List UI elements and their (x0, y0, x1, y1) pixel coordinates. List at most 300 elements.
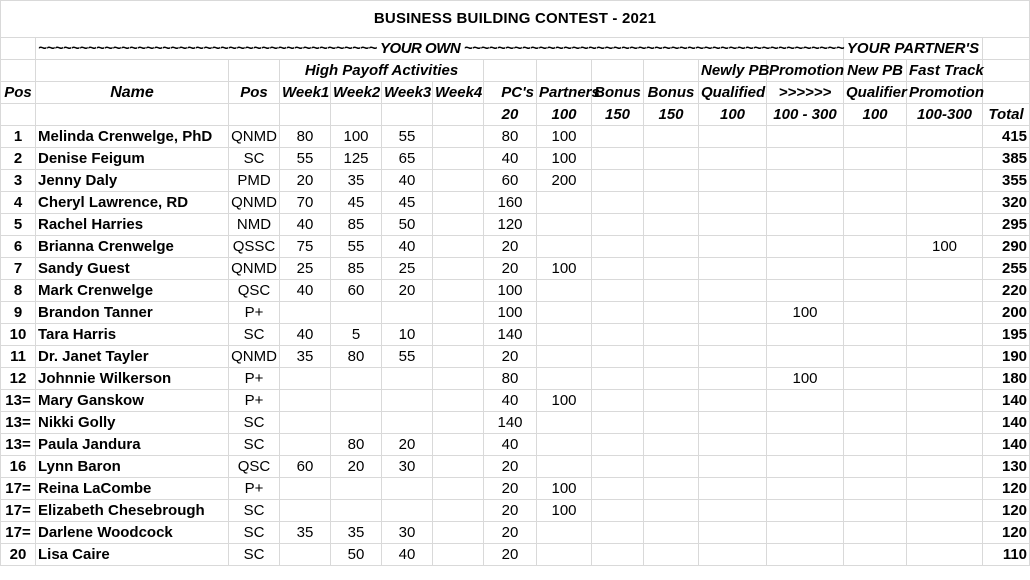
new-pb-cell (844, 236, 907, 258)
bonus2-cell (644, 390, 699, 412)
pos-cell: 12 (1, 368, 36, 390)
pos-cell: 16 (1, 456, 36, 478)
arrows-header: >>>>>> (767, 82, 844, 104)
fast-track-points: 100-300 (907, 104, 983, 126)
week4-cell (433, 148, 484, 170)
promotion-header: Promotion (767, 60, 844, 82)
rank-cell: SC (229, 412, 280, 434)
week2-cell (331, 302, 382, 324)
partners-cell (537, 280, 592, 302)
name-cell: Jenny Daly (36, 170, 229, 192)
pcs-cell: 100 (484, 280, 537, 302)
pcs-cell: 20 (484, 544, 537, 566)
bonus1-cell (592, 214, 644, 236)
name-cell: Lisa Caire (36, 544, 229, 566)
partners-cell (537, 544, 592, 566)
total-cell: 295 (983, 214, 1030, 236)
name-cell: Johnnie Wilkerson (36, 368, 229, 390)
bonus2-cell (644, 368, 699, 390)
pos-cell: 17= (1, 500, 36, 522)
name-cell: Tara Harris (36, 324, 229, 346)
empty-cell (1, 38, 36, 60)
week1-cell: 60 (280, 456, 331, 478)
total-header: Total (983, 104, 1030, 126)
name-cell: Denise Feigum (36, 148, 229, 170)
promotion-cell (767, 456, 844, 478)
week3-cell: 20 (382, 280, 433, 302)
partners-cell (537, 302, 592, 324)
partners-cell (537, 214, 592, 236)
qualified-cell (699, 126, 767, 148)
new-pb-cell (844, 544, 907, 566)
week4-cell (433, 280, 484, 302)
pcs-cell: 80 (484, 126, 537, 148)
week1-cell: 35 (280, 522, 331, 544)
rank-cell: SC (229, 500, 280, 522)
bonus2-cell (644, 280, 699, 302)
partners-header: Partners (537, 82, 592, 104)
week3-cell: 45 (382, 192, 433, 214)
week2-cell: 85 (331, 214, 382, 236)
week3-cell: 30 (382, 456, 433, 478)
rank-cell: QNMD (229, 346, 280, 368)
week1-cell: 55 (280, 148, 331, 170)
total-cell: 120 (983, 478, 1030, 500)
week4-cell (433, 302, 484, 324)
rank-cell: P+ (229, 390, 280, 412)
fast-track-cell (907, 478, 983, 500)
bonus1-cell (592, 456, 644, 478)
week3-cell: 10 (382, 324, 433, 346)
bonus2-cell (644, 236, 699, 258)
week3-cell (382, 302, 433, 324)
week4-cell (433, 522, 484, 544)
table-row (1, 522, 1030, 544)
week4-cell (433, 500, 484, 522)
promotion-cell (767, 280, 844, 302)
sheet-title: BUSINESS BUILDING CONTEST - 2021 (1, 1, 1030, 38)
name-cell: Cheryl Lawrence, RD (36, 192, 229, 214)
fast-track-cell (907, 170, 983, 192)
pos-cell: 2 (1, 148, 36, 170)
table-row (1, 324, 1030, 346)
table-row (1, 544, 1030, 566)
pos-cell: 9 (1, 302, 36, 324)
week1-cell: 40 (280, 280, 331, 302)
bonus1-cell (592, 412, 644, 434)
week4-cell (433, 346, 484, 368)
table-row (1, 148, 1030, 170)
pcs-cell: 20 (484, 478, 537, 500)
week3-cell (382, 478, 433, 500)
fast-track-cell (907, 500, 983, 522)
empty-cell (983, 60, 1030, 82)
new-pb-cell (844, 500, 907, 522)
new-pb-cell (844, 214, 907, 236)
promotion-cell (767, 324, 844, 346)
total-cell: 110 (983, 544, 1030, 566)
new-pb-cell (844, 324, 907, 346)
pos-cell: 13= (1, 390, 36, 412)
your-own-banner: ~~~~~~~~~~~~~~~~~~~~~~~~~~~~~~~~~~~~~~~~~ YOUR OWN ~~~~~~~~~~~~~~~~~~~~~~~~~~~~~~~~~~~~~~~~~~~~~~ (36, 38, 844, 60)
name-cell: Brianna Crenwelge (36, 236, 229, 258)
pos-cell: 6 (1, 236, 36, 258)
qualified-cell (699, 434, 767, 456)
qualified-cell (699, 544, 767, 566)
promotion-cell: 100 (767, 368, 844, 390)
name-cell: Nikki Golly (36, 412, 229, 434)
week3-cell: 40 (382, 170, 433, 192)
promotion-cell (767, 478, 844, 500)
qualified-cell (699, 346, 767, 368)
newly-pb-header: Newly PB (699, 60, 767, 82)
week4-cell (433, 412, 484, 434)
week2-cell: 55 (331, 236, 382, 258)
total-cell: 140 (983, 434, 1030, 456)
promotion2-header: Promotion (907, 82, 983, 104)
week4-cell (433, 236, 484, 258)
week4-cell (433, 170, 484, 192)
week2-cell: 50 (331, 544, 382, 566)
rank-cell: SC (229, 434, 280, 456)
pos-cell: 17= (1, 478, 36, 500)
partners-points: 100 (537, 104, 592, 126)
new-pb-cell (844, 302, 907, 324)
name-cell: Sandy Guest (36, 258, 229, 280)
bonus1-cell (592, 170, 644, 192)
week1-cell (280, 478, 331, 500)
qualified-cell (699, 368, 767, 390)
new-pb-cell (844, 478, 907, 500)
week4-cell (433, 434, 484, 456)
promotion-cell (767, 236, 844, 258)
bonus1-cell (592, 280, 644, 302)
name-header: Name (36, 82, 229, 104)
week1-cell (280, 544, 331, 566)
week2-cell (331, 390, 382, 412)
name-cell: Mary Ganskow (36, 390, 229, 412)
rank-cell: SC (229, 148, 280, 170)
your-partners-banner: YOUR PARTNER'S (844, 38, 983, 60)
rank-cell: QNMD (229, 258, 280, 280)
week2-cell: 125 (331, 148, 382, 170)
rank-cell: PMD (229, 170, 280, 192)
table-row (1, 302, 1030, 324)
week3-header: Week3 (382, 82, 433, 104)
table-row (1, 412, 1030, 434)
qualified-points: 100 (699, 104, 767, 126)
total-cell: 290 (983, 236, 1030, 258)
empty-cell (382, 104, 433, 126)
new-pb-cell (844, 170, 907, 192)
qualified-cell (699, 522, 767, 544)
week4-cell (433, 368, 484, 390)
total-cell: 200 (983, 302, 1030, 324)
empty-cell (331, 104, 382, 126)
week4-cell (433, 258, 484, 280)
new-pb-cell (844, 434, 907, 456)
name-cell: Brandon Tanner (36, 302, 229, 324)
pcs-cell: 20 (484, 522, 537, 544)
new-pb-cell (844, 280, 907, 302)
promotion-cell: 100 (767, 302, 844, 324)
qualified-cell (699, 236, 767, 258)
week2-cell (331, 478, 382, 500)
week2-cell: 5 (331, 324, 382, 346)
week2-cell: 100 (331, 126, 382, 148)
fast-track-cell (907, 390, 983, 412)
total-cell: 255 (983, 258, 1030, 280)
week2-header: Week2 (331, 82, 382, 104)
rank-cell: QSC (229, 280, 280, 302)
qualified-cell (699, 192, 767, 214)
name-cell: Reina LaCombe (36, 478, 229, 500)
week2-cell: 45 (331, 192, 382, 214)
new-pb-cell (844, 126, 907, 148)
bonus2-header: Bonus (644, 82, 699, 104)
rank-cell: QNMD (229, 192, 280, 214)
bonus2-cell (644, 522, 699, 544)
week4-cell (433, 390, 484, 412)
pos-cell: 11 (1, 346, 36, 368)
bonus1-cell (592, 346, 644, 368)
fast-track-cell (907, 214, 983, 236)
week1-cell: 75 (280, 236, 331, 258)
fast-track-cell: 100 (907, 236, 983, 258)
fast-track-cell (907, 302, 983, 324)
new-pb-cell (844, 368, 907, 390)
partners-cell: 200 (537, 170, 592, 192)
pcs-points: 20 (484, 104, 537, 126)
week2-cell: 35 (331, 522, 382, 544)
pos-cell: 17= (1, 522, 36, 544)
bonus2-cell (644, 412, 699, 434)
partners-cell (537, 324, 592, 346)
pcs-cell: 20 (484, 346, 537, 368)
partners-cell: 100 (537, 258, 592, 280)
qualified-cell (699, 500, 767, 522)
fast-track-cell (907, 434, 983, 456)
fast-track-cell (907, 258, 983, 280)
partners-cell: 100 (537, 500, 592, 522)
qualified-cell (699, 214, 767, 236)
new-pb-cell (844, 192, 907, 214)
pcs-cell: 80 (484, 368, 537, 390)
fast-track-cell (907, 280, 983, 302)
promotion-cell (767, 522, 844, 544)
pcs-cell: 20 (484, 258, 537, 280)
week3-cell: 50 (382, 214, 433, 236)
week2-cell (331, 368, 382, 390)
pos-cell: 8 (1, 280, 36, 302)
pos-cell: 1 (1, 126, 36, 148)
rank-cell: SC (229, 324, 280, 346)
empty-cell (1, 60, 36, 82)
empty-cell (36, 60, 229, 82)
partners-cell (537, 368, 592, 390)
qualified-header: Qualified (699, 82, 767, 104)
partners-cell (537, 346, 592, 368)
pcs-cell: 140 (484, 412, 537, 434)
table-row (1, 434, 1030, 456)
promotion-cell (767, 500, 844, 522)
bonus2-cell (644, 170, 699, 192)
qualified-cell (699, 478, 767, 500)
bonus1-cell (592, 478, 644, 500)
week3-cell: 55 (382, 346, 433, 368)
bonus2-cell (644, 148, 699, 170)
partners-cell: 100 (537, 478, 592, 500)
bonus2-cell (644, 214, 699, 236)
week1-cell (280, 390, 331, 412)
empty-cell (644, 60, 699, 82)
promotion-cell (767, 434, 844, 456)
pos-header: Pos (1, 82, 36, 104)
empty-cell (433, 104, 484, 126)
week2-cell: 80 (331, 434, 382, 456)
week4-header: Week4 (433, 82, 484, 104)
table-row (1, 170, 1030, 192)
pcs-header: PC's (484, 82, 537, 104)
qualified-cell (699, 302, 767, 324)
bonus1-cell (592, 302, 644, 324)
week3-cell (382, 412, 433, 434)
pcs-cell: 20 (484, 456, 537, 478)
week1-cell: 80 (280, 126, 331, 148)
name-cell: Rachel Harries (36, 214, 229, 236)
rank-cell: SC (229, 522, 280, 544)
rank-cell: P+ (229, 302, 280, 324)
qualified-cell (699, 412, 767, 434)
rank-cell: QSSC (229, 236, 280, 258)
fast-track-cell (907, 456, 983, 478)
pos-cell: 4 (1, 192, 36, 214)
empty-cell (229, 60, 280, 82)
week1-cell (280, 434, 331, 456)
promotion-cell (767, 346, 844, 368)
partners-cell: 100 (537, 126, 592, 148)
pos-cell: 10 (1, 324, 36, 346)
fast-track-cell (907, 126, 983, 148)
bonus1-cell (592, 390, 644, 412)
bonus1-points: 150 (592, 104, 644, 126)
week4-cell (433, 126, 484, 148)
total-cell: 120 (983, 500, 1030, 522)
bonus2-cell (644, 434, 699, 456)
week4-cell (433, 544, 484, 566)
qualified-cell (699, 148, 767, 170)
week1-cell (280, 412, 331, 434)
total-cell: 130 (983, 456, 1030, 478)
table-row (1, 258, 1030, 280)
week4-cell (433, 214, 484, 236)
week3-cell (382, 368, 433, 390)
week3-cell: 30 (382, 522, 433, 544)
promotion-cell (767, 544, 844, 566)
bonus2-cell (644, 258, 699, 280)
bonus2-cell (644, 478, 699, 500)
fast-track-cell (907, 412, 983, 434)
week4-cell (433, 324, 484, 346)
pcs-cell: 160 (484, 192, 537, 214)
week2-cell: 85 (331, 258, 382, 280)
bonus1-cell (592, 192, 644, 214)
bonus1-cell (592, 544, 644, 566)
week1-cell: 20 (280, 170, 331, 192)
empty-cell (229, 104, 280, 126)
table-row (1, 456, 1030, 478)
total-cell: 140 (983, 390, 1030, 412)
pcs-cell: 20 (484, 500, 537, 522)
partners-cell (537, 236, 592, 258)
week2-cell: 80 (331, 346, 382, 368)
total-cell: 195 (983, 324, 1030, 346)
partners-cell (537, 456, 592, 478)
pos-cell: 13= (1, 412, 36, 434)
promotion-points: 100 - 300 (767, 104, 844, 126)
bonus2-cell (644, 324, 699, 346)
bonus1-cell (592, 522, 644, 544)
bonus2-points: 150 (644, 104, 699, 126)
pcs-cell: 100 (484, 302, 537, 324)
fast-track-cell (907, 346, 983, 368)
week1-cell: 25 (280, 258, 331, 280)
bonus2-cell (644, 346, 699, 368)
promotion-cell (767, 412, 844, 434)
table-row (1, 368, 1030, 390)
empty-cell (537, 60, 592, 82)
week4-cell (433, 456, 484, 478)
rank-header: Pos (229, 82, 280, 104)
pcs-cell: 40 (484, 434, 537, 456)
qualified-cell (699, 170, 767, 192)
total-cell: 320 (983, 192, 1030, 214)
table-row (1, 390, 1030, 412)
week1-cell: 40 (280, 324, 331, 346)
bonus2-cell (644, 500, 699, 522)
week4-cell (433, 192, 484, 214)
week3-cell: 25 (382, 258, 433, 280)
new-pb-cell (844, 148, 907, 170)
bonus1-cell (592, 434, 644, 456)
empty-cell (983, 82, 1030, 104)
table-row (1, 236, 1030, 258)
bonus2-cell (644, 456, 699, 478)
empty-cell (983, 38, 1030, 60)
name-cell: Melinda Crenwelge, PhD (36, 126, 229, 148)
bonus1-header: Bonus (592, 82, 644, 104)
new-pb-cell (844, 412, 907, 434)
fast-track-header: Fast Track (907, 60, 983, 82)
new-pb-cell (844, 390, 907, 412)
partners-cell: 100 (537, 148, 592, 170)
week4-cell (433, 478, 484, 500)
week3-cell: 65 (382, 148, 433, 170)
week1-cell: 40 (280, 214, 331, 236)
new-pb-cell (844, 346, 907, 368)
week2-cell: 20 (331, 456, 382, 478)
week3-cell (382, 500, 433, 522)
rank-cell: P+ (229, 368, 280, 390)
table-row (1, 214, 1030, 236)
total-cell: 220 (983, 280, 1030, 302)
fast-track-cell (907, 544, 983, 566)
pos-cell: 13= (1, 434, 36, 456)
week3-cell: 55 (382, 126, 433, 148)
week3-cell (382, 390, 433, 412)
week2-cell (331, 500, 382, 522)
pcs-cell: 40 (484, 148, 537, 170)
